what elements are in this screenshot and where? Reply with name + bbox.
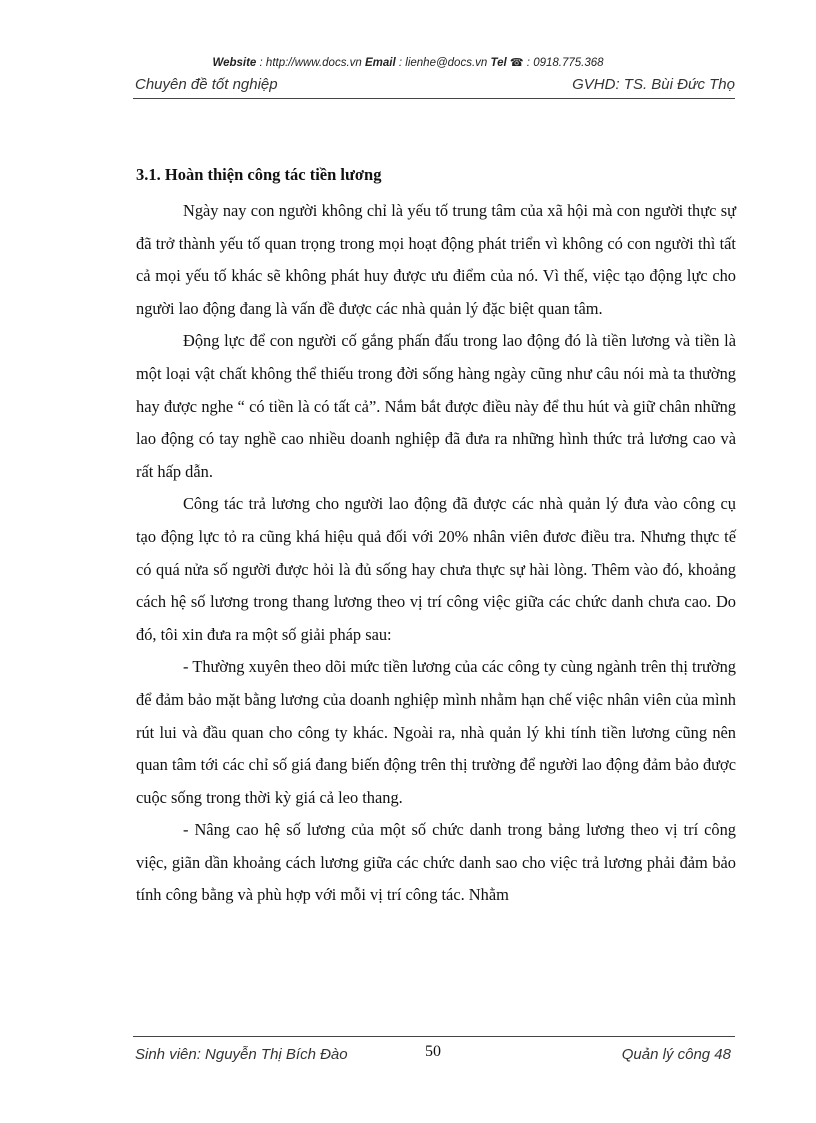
email-value: lienhe@docs.vn (405, 57, 488, 69)
website-separator: : (256, 57, 266, 69)
tel-separator: : (523, 57, 534, 69)
website-label: Website (212, 57, 257, 69)
running-footer (135, 1043, 735, 1067)
footer-student-name: Sinh viên: Nguyễn Thị Bích Đào (135, 1046, 348, 1063)
tel-value: 0918.775.368 (533, 57, 604, 69)
header-divider (133, 98, 735, 99)
page-content (136, 162, 736, 912)
section-heading: 3.1. Hoàn thiện công tác tiền lương (136, 165, 382, 184)
header-right-title: GVHD: TS. Bùi Đức Thọ (572, 76, 735, 93)
paragraph: Động lực để con người cố gắng phấn đấu trong lao động đó là tiền lương và tiền là một loại vật chất không thể thiếu trong đời sống hàng ngày cũng như câu nói mà ta thường hay được nghe “ có tiền là có tất cả”. Nắm bắt được điều này để thu hút và giữ chân những lao động có tay nghề cao nhiều doanh nghiệp đã đưa ra những hình thức trả lương cao và rất hấp dẫn. (136, 331, 736, 481)
website-contact-line (0, 56, 816, 69)
telephone-icon: ☎ (509, 57, 524, 69)
running-header (133, 76, 735, 93)
footer-divider (133, 1036, 735, 1037)
paragraph: Công tác trả lương cho người lao động đã được các nhà quản lý đưa vào công cụ tạo động lực tỏ ra cũng khá hiệu quả đối với 20% nhân viên đươc điều tra. Nhưng thực tế có quá nửa số người được hỏi là đủ sống hay chưa thực sự hài lòng. Thêm vào đó, khoảng cách hệ số lương trong thang lương theo vị trí công việc giữa các chức danh chưa cao. Do đó, tôi xin đưa ra một số giải pháp sau: (136, 494, 736, 644)
bullet-paragraph: - Thường xuyên theo dõi mức tiền lương của các công ty cùng ngành trên thị trường để đảm bảo mặt bằng lương của doanh nghiệp mình nhằm hạn chế việc nhân viên của mình rút lui và đầu quan cho công ty khác. Ngoài ra, nhà quản lý khi tính tiền lương cũng nên quan tâm tới các chỉ số giá đang biến động trên thị trường để người lao động đảm bảo được cuộc sống trong thời kỳ giá cả leo thang. (136, 657, 736, 807)
bullet-paragraph: - Nâng cao hệ số lương của một số chức danh trong bảng lương theo vị trí công việc, giãn dần khoảng cách lương giữa các chức danh sao cho việc trả lương phải đảm bảo tính công bằng và phù hợp với mỗi vị trí công tác. Nhằm (136, 820, 736, 905)
email-label: Email (365, 57, 396, 69)
website-url: http://www.docs.vn (265, 57, 362, 69)
page-number: 50 (425, 1043, 441, 1060)
footer-class-name: Quản lý công 48 (621, 1046, 731, 1063)
tel-label: Tel (490, 57, 507, 69)
paragraph: Ngày nay con người không chỉ là yếu tố trung tâm của xã hội mà con người thực sự đã trở thành yếu tố quan trọng trong mọi hoạt động phát triển vì không có con người thì tất cả mọi yếu tố khác sẽ không phát huy được ưu điểm của nó. Vì thế, việc tạo động lực cho người lao động đang là vấn đề được các nhà quản lý đặc biệt quan tâm. (136, 201, 736, 318)
email-separator: : (395, 57, 406, 69)
header-left-title: Chuyên đề tốt nghiệp (135, 76, 278, 93)
